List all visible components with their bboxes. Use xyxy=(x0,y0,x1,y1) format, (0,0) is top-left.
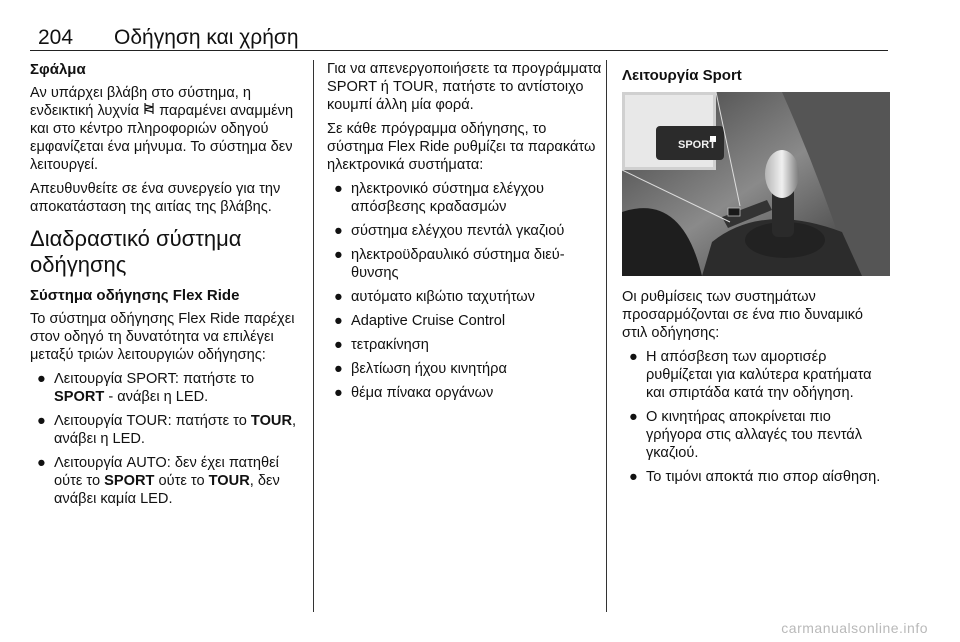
list-text: Το τιμόνι αποκτά πιο σπορ αίσθηση. xyxy=(646,469,881,485)
paragraph-fault-1 xyxy=(30,84,308,174)
list-text: σύστημα ελέγχου πεντάλ γκαζιού xyxy=(351,223,565,239)
heading-flexride: Σύστημα οδήγησης Flex Ride xyxy=(30,287,240,304)
list-item xyxy=(327,222,602,240)
text-fragment: Λειτουργία AUTO: δεν έχει πατηθεί ούτε το xyxy=(54,455,279,489)
page-number: 204 xyxy=(38,26,74,49)
list-item xyxy=(30,454,308,508)
heading-sport-mode: Λειτουργία Sport xyxy=(622,67,742,84)
bullet: ● xyxy=(334,337,343,353)
bullet: ● xyxy=(37,455,46,471)
list-item xyxy=(327,246,602,282)
list-text: Η απόσβεση των αμορτισέρ ρυθμίζεται για καλύτερα κρατήματα και σπιρτάδα κατά την οδήγηση. xyxy=(646,349,872,401)
list-text: Ο κινητήρας αποκρίνεται πιο γρήγορα στις αλλαγές του πεντάλ γκαζιού. xyxy=(646,409,863,461)
list-text: ηλεκτρονικό σύστημα ελέγχου απόσβεσης κραδασμών xyxy=(351,181,544,215)
list-text: τετρακίνηση xyxy=(351,337,429,353)
tour-button-ref: TOUR xyxy=(250,413,293,429)
bullet: ● xyxy=(334,223,343,239)
column-divider xyxy=(606,60,607,612)
text-fragment: - ανάβει η LED. xyxy=(104,389,209,405)
page-title: Οδήγηση και χρήση xyxy=(114,26,299,49)
systems-list xyxy=(327,180,602,402)
list-item xyxy=(622,468,890,486)
bullet: ● xyxy=(334,385,343,401)
bullet: ● xyxy=(37,413,46,429)
bullet: ● xyxy=(334,247,343,263)
paragraph-flexride: Το σύστημα οδήγησης Flex Ride παρέχει στον οδηγό τη δυνατότητα να επιλέγει μεταξύ τριών λειτουργιών οδήγησης: xyxy=(30,311,295,363)
list-item xyxy=(30,412,308,448)
list-text: αυτόματο κιβώτιο ταχυτήτων xyxy=(351,289,535,305)
text-fragment: , ανάβει η LED. xyxy=(54,413,297,447)
paragraph-systems: Σε κάθε πρόγραμμα οδήγησης, το σύστημα Flex Ride ρυθμίζει τα παρακάτω ηλεκτρονικά συστήματα: xyxy=(327,121,596,173)
list-item xyxy=(327,180,602,216)
text-fragment: , δεν ανάβει καμία LED. xyxy=(54,473,280,507)
list-item xyxy=(327,360,602,378)
list-item xyxy=(327,288,602,306)
list-item xyxy=(30,370,308,406)
suspension-warning-icon xyxy=(143,102,155,120)
list-text: βελτίωση ήχου κινητήρα xyxy=(351,361,507,377)
sport-effects-list xyxy=(622,348,890,486)
page-header xyxy=(30,26,888,51)
column-right xyxy=(622,60,890,492)
list-item xyxy=(622,408,890,462)
column-divider xyxy=(313,60,314,612)
heading-fault: Σφάλμα xyxy=(30,61,86,78)
watermark: carmanualsonline.info xyxy=(781,620,928,636)
section-heading: Διαδραστικό σύστημα οδήγησης xyxy=(30,226,242,277)
list-item xyxy=(327,384,602,402)
mode-list xyxy=(30,370,308,508)
bullet: ● xyxy=(37,371,46,387)
sport-button-ref: SPORT xyxy=(54,389,105,405)
tour-button-ref: TOUR xyxy=(208,473,250,489)
list-text: θέμα πίνακα οργάνων xyxy=(351,385,494,401)
photo-sport-label: SPORT xyxy=(678,139,716,151)
column-middle xyxy=(327,60,602,408)
bullet: ● xyxy=(629,409,638,425)
bullet: ● xyxy=(334,361,343,377)
list-item xyxy=(327,336,602,354)
column-left xyxy=(30,60,308,514)
sport-button-photo xyxy=(622,92,890,276)
bullet: ● xyxy=(334,313,343,329)
list-text: ηλεκτροϋδραυλικό σύστημα διεύθυνσης xyxy=(351,247,565,281)
bullet: ● xyxy=(334,181,343,197)
list-item xyxy=(327,312,602,330)
text-fragment: Αν υπάρχει βλάβη στο σύστημα, η ενδεικτική λυχνία xyxy=(30,85,252,119)
paragraph-fault-2: Απευθυνθείτε σε ένα συνεργείο για την αποκατάσταση της αιτίας της βλάβης. xyxy=(30,181,281,215)
list-text: Adaptive Cruise Control xyxy=(351,313,506,329)
paragraph-deactivate: Για να απενεργοποιήσετε τα προγράμματα SPORT ή TOUR, πατήστε το αντίστοιχο κουμπί άλλη μία φορά. xyxy=(327,61,602,113)
text-fragment: ούτε το xyxy=(154,473,209,489)
list-item xyxy=(622,348,890,402)
bullet: ● xyxy=(629,349,638,365)
paragraph-sport: Οι ρυθμίσεις των συστημάτων προσαρμόζονται σε ένα πιο δυναμικό στιλ οδήγησης: xyxy=(622,289,863,341)
text-fragment: παραμένει αναμμένη και στο κέντρο πληροφοριών οδηγού εμφανίζεται ένα μήνυμα. Το σύστημα δεν λειτουργεί. xyxy=(30,103,294,173)
bullet: ● xyxy=(334,289,343,305)
sport-button-ref: SPORT xyxy=(104,473,155,489)
bullet: ● xyxy=(629,469,638,485)
text-fragment: Λειτουργία SPORT: πατήστε το xyxy=(54,371,255,387)
text-fragment: Λειτουργία TOUR: πατήστε το xyxy=(54,413,251,429)
